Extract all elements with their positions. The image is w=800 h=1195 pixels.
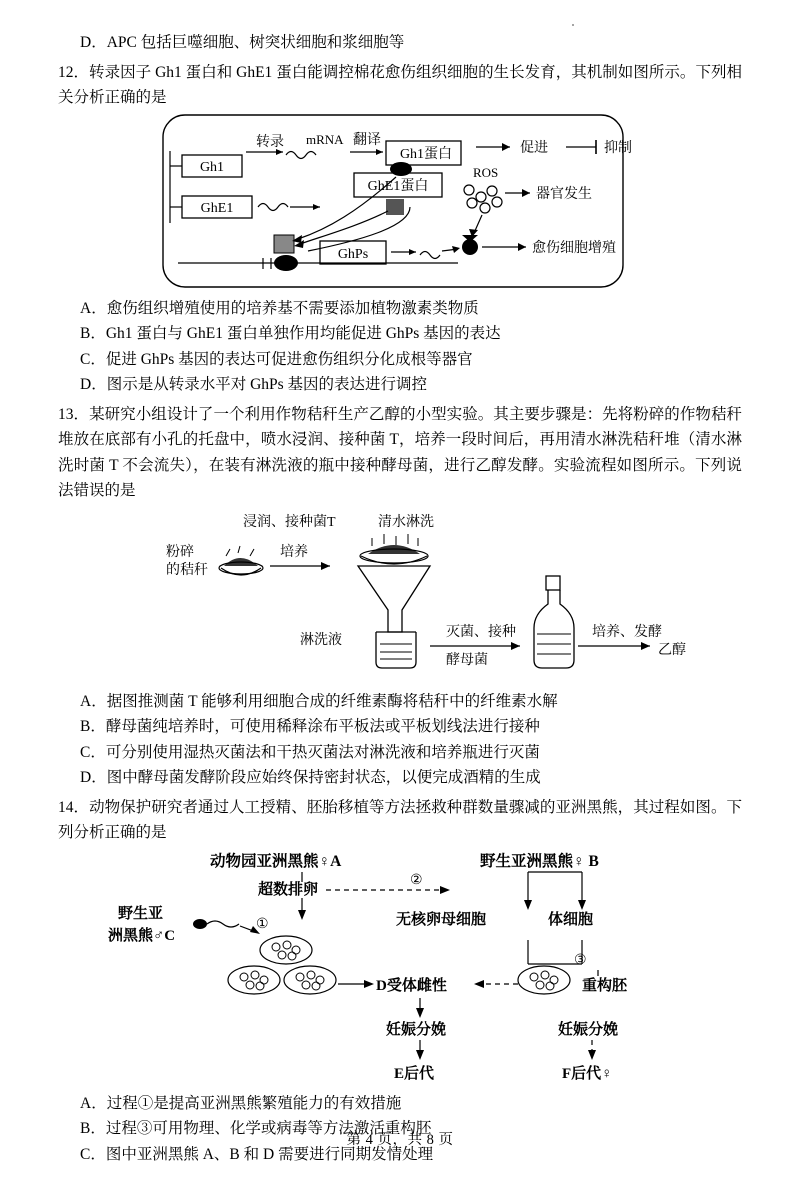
q14-label-offspring-f: F后代♀ bbox=[562, 1065, 613, 1082]
q12-label-translation: 翻译 bbox=[353, 132, 381, 148]
q13-label-soak: 浸润、接种菌T bbox=[243, 514, 336, 530]
q13-label-wash: 清水淋洗 bbox=[378, 514, 434, 530]
q14-label-step1: ① bbox=[256, 916, 269, 932]
q13-label-yeast: 酵母菌 bbox=[446, 652, 488, 668]
q14-label-reconstructed: 重构胚 bbox=[582, 977, 628, 994]
q12-label-gh1-protein: Gh1蛋白 bbox=[399, 146, 453, 162]
q13-label-sterilize: 灭菌、接种 bbox=[446, 624, 516, 640]
q12-option-a: A．愈伤组织增殖使用的培养基不需要添加植物激素类物质 bbox=[80, 299, 479, 317]
q14-option-b: B．过程③可用物理、化学或病毒等方法激活重构胚 bbox=[80, 1120, 432, 1137]
q13-label-culture: 培养 bbox=[280, 544, 308, 560]
q12-stem: 12．转录因子 Gh1 蛋白和 GhE1 蛋白能调控棉花愈伤组织细胞的生长发育，其机制如图所示。下列相关分析正确的是 bbox=[58, 63, 742, 106]
q13-label-wash-liquid: 淋洗液 bbox=[300, 632, 342, 648]
q12-label-callus: 愈伤细胞增殖 bbox=[532, 240, 616, 256]
q12-legend-promote: 促进 bbox=[520, 140, 548, 156]
q14-label-somatic: 体细胞 bbox=[548, 911, 594, 928]
q14-stem: 14．动物保护研究者通过人工授精、胚胎移植等方法拯救种群数量骤减的亚洲黑熊，其过程如图。下列分析正确的是 bbox=[58, 798, 742, 841]
q12-label-gh1-gene: Gh1 bbox=[199, 159, 225, 175]
page-corner-dot bbox=[572, 24, 574, 26]
q14-option-c: C．图中亚洲黑熊 A、B 和 D 需要进行同期发情处理 bbox=[80, 1145, 434, 1163]
q12-figure bbox=[58, 111, 742, 296]
q13-stem: 13．某研究小组设计了一个利用作物秸秆生产乙醇的小型实验。其主要步骤是：先将粉碎的作物秸秆堆放在底部有小孔的托盘中，喷水浸润、接种菌 T，培养一段时间后，再用清水淋洗秸秆堆（清水淋洗时菌 T 不会流失），在装有淋洗液的瓶中接种酵母菌，进行乙醇发酵。实验流程如图所示。下列说法错误的是 bbox=[58, 405, 742, 499]
q12-label-organ: 器官发生 bbox=[536, 186, 592, 202]
q13-option-c: C．可分别使用湿热灭菌法和干热灭菌法对淋洗液和培养瓶进行灭菌 bbox=[80, 743, 540, 761]
q13-label-straw-1: 粉碎 bbox=[166, 544, 194, 560]
q12-label-ghe1-gene: GhE1 bbox=[200, 200, 234, 216]
q12-option-c: C．促进 GhPs 基因的表达可促进愈伤组织分化成根等器官 bbox=[80, 350, 473, 368]
q13-option-b: B．酵母菌纯培养时，可使用稀释涂布平板法或平板划线法进行接种 bbox=[80, 718, 540, 735]
q13-option-a: A．据图推测菌 T 能够利用细胞合成的纤维素酶将秸秆中的纤维素水解 bbox=[80, 692, 558, 710]
q13-label-ferment: 培养、发酵 bbox=[592, 624, 662, 640]
q12-label-ros: ROS bbox=[473, 164, 499, 180]
q14-label-step3: ③ bbox=[574, 952, 587, 968]
q12-label-mrna: mRNA bbox=[306, 131, 344, 147]
q13-figure bbox=[58, 504, 742, 689]
page-content bbox=[58, 30, 742, 1167]
q12-label-transcription: 转录 bbox=[256, 134, 284, 150]
q13-label-ethanol: 乙醇 bbox=[658, 642, 686, 658]
q14-label-superovulation: 超数排卵 bbox=[258, 881, 319, 898]
q14-option-a: A．过程①是提高亚洲黑熊繁殖能力的有效措施 bbox=[80, 1094, 402, 1112]
page-footer: 第 4 页，共 8 页 bbox=[346, 1132, 454, 1148]
q14-label-pregnancy-2: 妊娠分娩 bbox=[558, 1021, 619, 1038]
q12-label-ghe1-protein: GhE1蛋白 bbox=[367, 178, 429, 194]
q12-label-ghps: GhPs bbox=[337, 246, 369, 262]
q14-label-wild-female: 野生亚洲黑熊♀ B bbox=[480, 852, 599, 870]
q12-option-b: B．Gh1 蛋白与 GhE1 蛋白单独作用均能促进 GhPs 基因的表达 bbox=[80, 325, 501, 342]
q12-legend-inhibit: 抑制 bbox=[604, 140, 632, 156]
q14-label-wild-male-1: 野生亚 bbox=[118, 905, 164, 922]
q14-label-enucleated: 无核卵母细胞 bbox=[396, 911, 487, 928]
q13-option-d: D．图中酵母菌发酵阶段应始终保持密封状态，以便完成酒精的生成 bbox=[80, 769, 541, 786]
q14-label-step2: ② bbox=[410, 872, 423, 888]
q14-label-recipient: D受体雌性 bbox=[376, 977, 447, 994]
q14-label-pregnancy-1: 妊娠分娩 bbox=[386, 1021, 447, 1038]
q14-label-zoo-female: 动物园亚洲黑熊♀A bbox=[210, 852, 342, 870]
q14-label-wild-male-2: 洲黑熊♂C bbox=[108, 927, 176, 944]
q12-option-d: D．图示是从转录水平对 GhPs 基因的表达进行调控 bbox=[80, 376, 428, 393]
q14-figure bbox=[58, 846, 742, 1091]
q11-option-d: D．APC 包括巨噬细胞、树突状细胞和浆细胞等 bbox=[80, 34, 405, 51]
q13-label-straw-2: 的秸秆 bbox=[166, 562, 208, 578]
q14-label-offspring-e: E后代 bbox=[394, 1065, 435, 1082]
